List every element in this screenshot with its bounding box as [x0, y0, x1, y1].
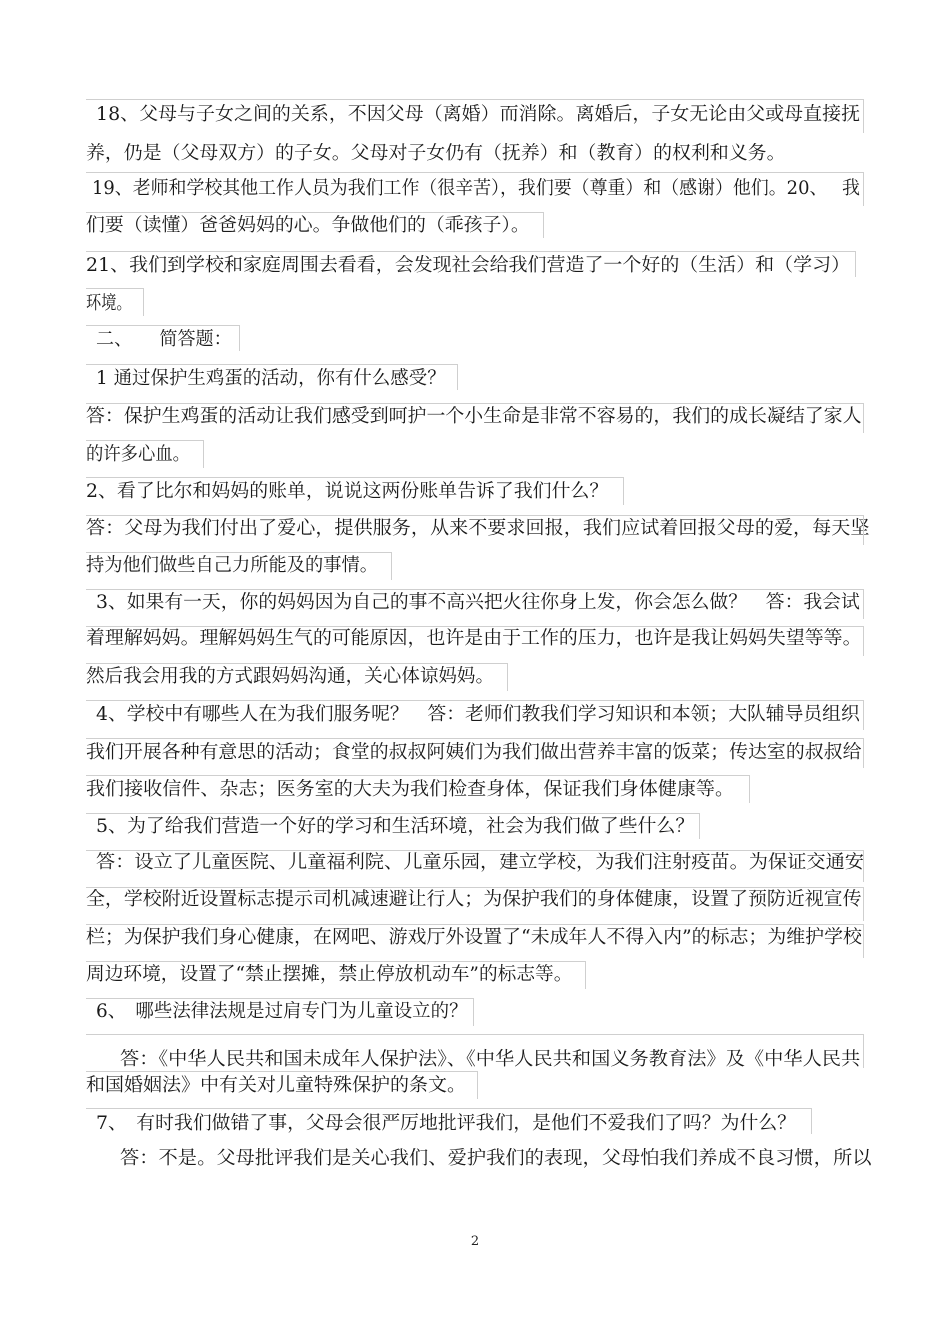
text-frame-border	[86, 403, 864, 433]
text-frame-border	[86, 738, 864, 768]
text-frame-border	[86, 1034, 864, 1068]
text-line: 我们接收信件、杂志；医务室的大夫为我们检查身体，保证我们身体健康等。	[86, 779, 735, 800]
text-frame-border	[86, 663, 508, 691]
text-line: 养，仍是（父母双方）的子女。父母对子女仍有（抚养）和（教育）的权利和义务。	[86, 143, 786, 164]
text-line: 答：《中华人民共和国未成年人保护法》、《中华人民共和国义务教育法》及《中华人民共	[120, 1049, 861, 1070]
text-frame-border	[86, 589, 864, 619]
text-line: 答：父母为我们付出了爱心，提供服务，从来不要求回报，我们应试着回报父母的爱，每天坚	[86, 518, 870, 539]
text-frame-border	[86, 552, 392, 580]
text-line: 栏；为保护我们身心健康，在网吧、游戏厅外设置了“未成年人不得入内”的标志；为维护学校	[86, 927, 862, 948]
text-frame-border	[86, 172, 864, 206]
text-line: 环境。	[86, 293, 132, 314]
text-line: 们要（读懂）爸爸妈妈的心。争做他们的（乖孩子）。	[86, 215, 530, 236]
text-line: 答：保护生鸡蛋的活动让我们感受到呵护一个小生命是非常不容易的，我们的成长凝结了家人	[86, 406, 862, 427]
text-frame-border	[86, 440, 204, 468]
text-line: 1 通过保护生鸡蛋的活动，你有什么感受？	[96, 368, 446, 389]
text-line: 然后我会用我的方式跟妈妈沟通，关心体谅妈妈。	[86, 666, 495, 687]
text-frame-border	[86, 850, 864, 882]
text-frame-border	[86, 626, 864, 656]
text-frame-border	[86, 364, 458, 390]
text-line: 19、老师和学校其他工作人员为我们工作（很辛苦），我们要（尊重）和（感谢）他们。20、 我	[92, 178, 860, 199]
text-frame-border	[86, 813, 700, 839]
text-frame-border	[86, 515, 864, 545]
text-line: 2、看了比尔和妈妈的账单，说说这两份账单告诉了我们什么？	[86, 481, 609, 502]
text-frame-border	[86, 1108, 812, 1134]
text-line: 5、为了给我们营造一个好的学习和生活环境，社会为我们做了些什么？	[96, 816, 695, 837]
text-line: 全，学校附近设置标志提示司机减速避让行人；为保护我们的身体健康，设置了预防近视宣传	[86, 889, 862, 910]
text-line: 答：设立了儿童医院、儿童福利院、儿童乐园，建立学校，为我们注射疫苗。为保证交通安	[96, 852, 865, 873]
text-line: 3、如果有一天，你的妈妈因为自己的事不高兴把火往你身上发，你会怎么做？ 答：我会试	[96, 592, 860, 613]
text-frame-border	[86, 251, 856, 277]
text-frame-border	[86, 212, 544, 238]
text-line: 持为他们做些自己力所能及的事情。	[86, 555, 379, 576]
page-number: 2	[470, 1234, 480, 1249]
text-line: 18、父母与子女之间的关系，不因父母（离婚）而消除。离婚后，子女无论由父或母直接抚	[96, 104, 861, 125]
text-frame-border	[86, 961, 586, 989]
text-frame-border	[86, 325, 240, 351]
text-line: 和国婚姻法》中有关对儿童特殊保护的条文。	[86, 1075, 467, 1096]
text-line: 周边环境，设置了“禁止摆摊，禁止停放机动车”的标志等。	[86, 964, 573, 985]
text-frame-border	[86, 700, 864, 730]
text-line: 的许多心血。	[86, 444, 191, 465]
text-frame-border	[86, 288, 144, 316]
text-frame-border	[86, 99, 864, 133]
text-line: 二、 简答题：	[96, 329, 232, 350]
text-frame-border	[86, 887, 864, 921]
text-line: 21、我们到学校和家庭周围去看看，会发现社会给我们营造了一个好的（生活）和（学习）	[86, 255, 851, 276]
text-line: 6、 哪些法律法规是过肩专门为儿童设立的？	[96, 1001, 468, 1022]
text-frame-border	[86, 998, 474, 1026]
text-line: 着理解妈妈。理解妈妈生气的可能原因，也许是由于工作的压力，也许是我让妈妈失望等等。	[86, 628, 862, 649]
text-line: 我们开展各种有意思的活动；食堂的叔叔阿姨们为我们做出营养丰富的饭菜；传达室的叔叔给	[86, 742, 862, 763]
text-line: 答：不是。父母批评我们是关心我们、爱护我们的表现，父母怕我们养成不良习惯，所以	[120, 1148, 872, 1169]
text-frame-border	[86, 1071, 478, 1099]
text-frame-border	[86, 775, 750, 803]
text-line: 4、学校中有哪些人在为我们服务呢？ 答：老师们教我们学习知识和本领；大队辅导员组织	[96, 704, 860, 725]
text-line: 7、 有时我们做错了事，父母会很严厉地批评我们，是他们不爱我们了吗？为什么？	[96, 1113, 797, 1134]
text-frame-border	[86, 477, 624, 505]
text-frame-border	[86, 924, 864, 958]
